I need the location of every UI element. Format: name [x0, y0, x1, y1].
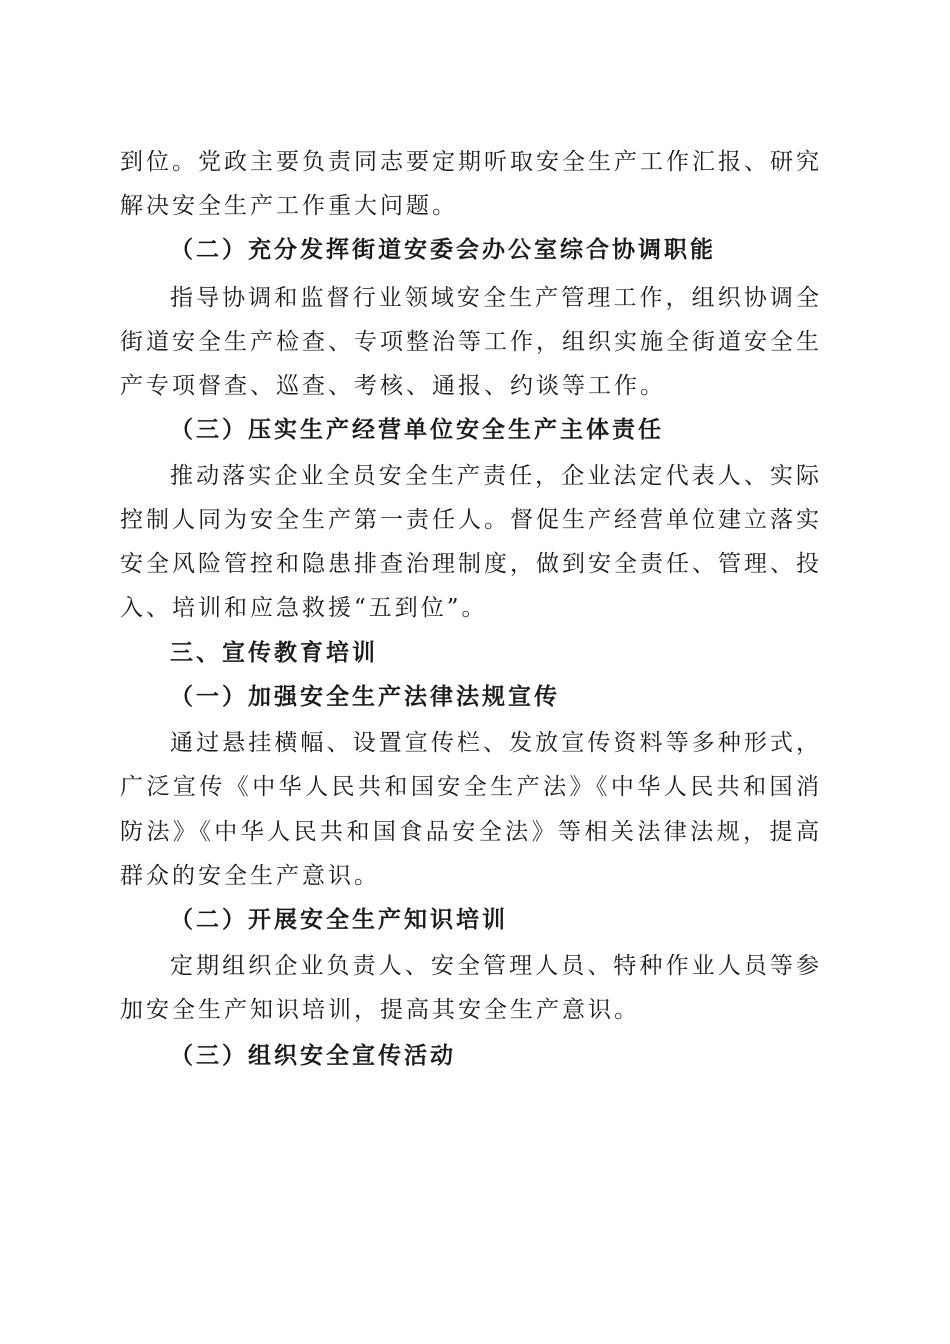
- body-text-line: 安全风险管控和隐患排查治理制度，做到安全责任、管理、投: [120, 551, 822, 577]
- subsection-heading-2: （二）开展安全生产知识培训: [170, 906, 508, 933]
- body-text-line: 推动落实企业全员安全生产责任，企业法定代表人、实际: [170, 463, 822, 489]
- subsection-heading-3: （三）组织安全宣传活动: [170, 1042, 456, 1069]
- body-text-line: 防法》《中华人民共和国食品安全法》等相关法律法规，提高: [120, 819, 822, 845]
- subsection-heading-2: （二）充分发挥街道安委会办公室综合协调职能: [170, 236, 716, 263]
- section-heading-3: 三、宣传教育培训: [170, 639, 378, 666]
- body-text-line: 解决安全生产工作重大问题。: [120, 193, 458, 219]
- body-text-line: 指导协调和监督行业领域安全生产管理工作，组织协调全: [170, 285, 822, 311]
- body-text-line: 群众的安全生产意识。: [120, 863, 380, 889]
- body-text-line: 控制人同为安全生产第一责任人。督促生产经营单位建立落实: [120, 507, 822, 533]
- body-text-line: 广泛宣传《中华人民共和国安全生产法》《中华人民共和国消: [120, 774, 822, 800]
- body-text-line: 产专项督查、巡查、考核、通报、约谈等工作。: [120, 373, 666, 399]
- body-text-line: 通过悬挂横幅、设置宣传栏、发放宣传资料等多种形式，: [170, 730, 822, 756]
- body-text-line: 加安全生产知识培训，提高其安全生产意识。: [120, 997, 640, 1023]
- subsection-heading-3: （三）压实生产经营单位安全生产主体责任: [170, 416, 664, 443]
- subsection-heading-1: （一）加强安全生产法律法规宣传: [170, 683, 560, 710]
- body-text-line: 入、培训和应急救援“五到位”。: [120, 595, 488, 621]
- body-text-line: 定期组织企业负责人、安全管理人员、特种作业人员等参: [170, 953, 822, 979]
- body-text-line: 街道安全生产检查、专项整治等工作，组织实施全街道安全生: [120, 329, 822, 355]
- body-text-line: 到位。党政主要负责同志要定期听取安全生产工作汇报、研究: [120, 149, 822, 175]
